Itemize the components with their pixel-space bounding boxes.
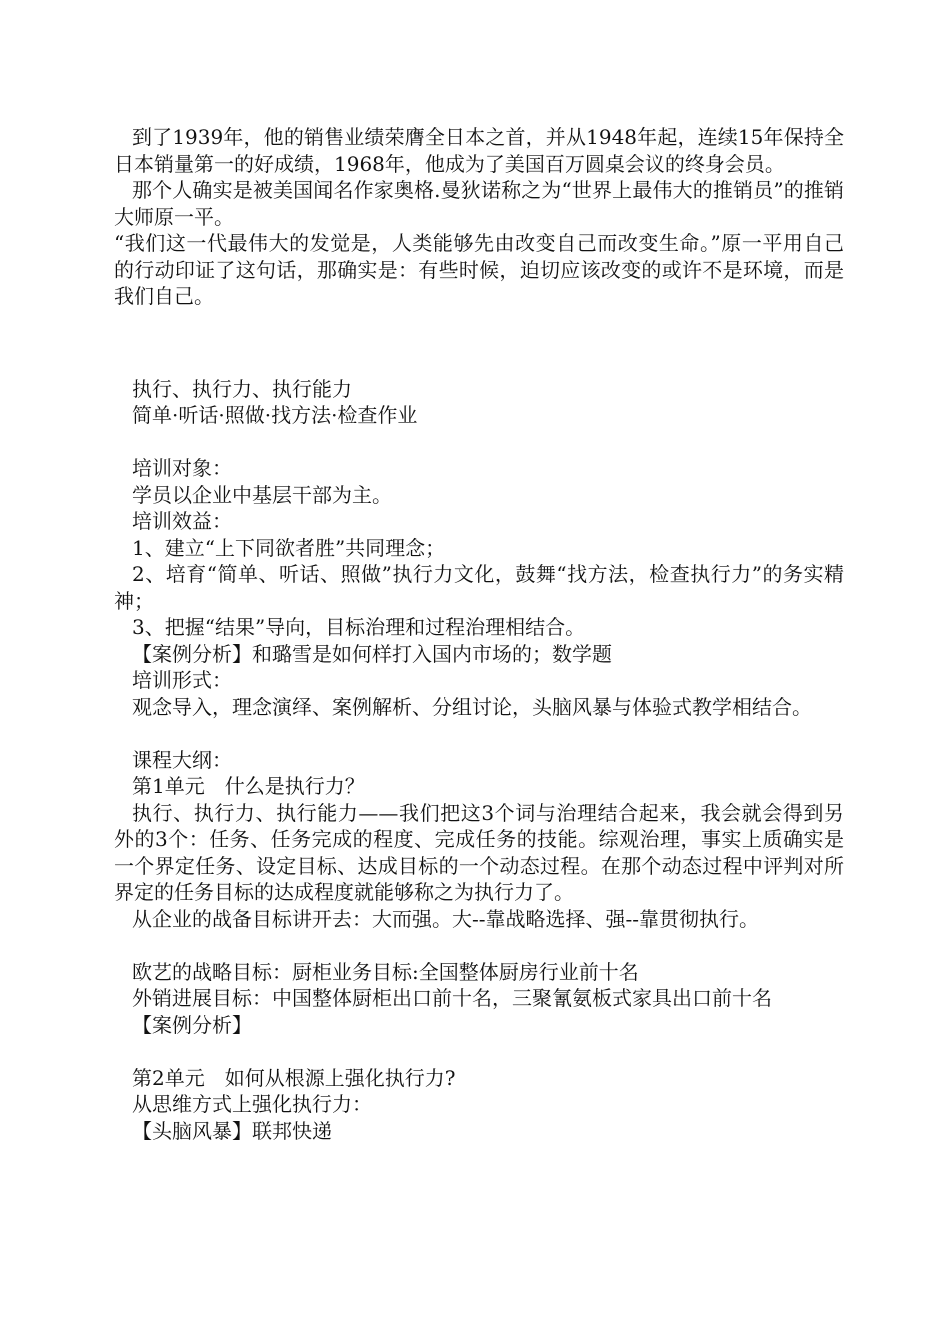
unit-2-title: 第2单元 如何从根源上强化执行力?: [132, 1065, 456, 1090]
document-body: [114, 124, 844, 1144]
case-analysis-2: 【案例分析】: [132, 1012, 252, 1037]
training-target-text: 学员以企业中基层干部为主。: [132, 482, 392, 507]
company-strategy-goal: 欧艺的战略目标：厨柜业务目标:全国整体厨房行业前十名: [132, 959, 639, 984]
training-form-heading: 培训形式：: [132, 668, 232, 692]
brainstorm-fedex: 【头脑风暴】联邦快递: [132, 1118, 332, 1143]
paragraph-quote: “我们这一代最伟大的发觉是，人类能够先由改变自己而改变生命。”原一平用自己的行动印证了这句话，那确实是：有些时候，迫切应该改变的或许不是环境，而是我们自己。: [114, 231, 844, 308]
course-subtitle: 简单·听话·照做·找方法·检查作业: [132, 403, 418, 427]
benefit-item-1: 1、建立“上下同欲者胜”共同理念；: [132, 535, 446, 560]
strategy-goal-text: 从企业的战备目标讲开去：大而强。大--靠战略选择、强--靠贯彻执行。: [132, 906, 760, 931]
training-form-text: 观念导入，理念演绎、案例解析、分组讨论，头脑风暴与体验式教学相结合。: [132, 694, 812, 719]
export-goal: 外销进展目标：中国整体厨柜出口前十名，三聚氰氨板式家具出口前十名: [132, 986, 772, 1010]
spacer: [114, 429, 844, 456]
benefit-item-3: 3、把握“结果”导向，目标治理和过程治理相结合。: [132, 615, 586, 639]
spacer: [114, 932, 844, 959]
training-benefit-heading: 培训效益：: [132, 509, 232, 533]
paragraph-sales-record: 到了1939年，他的销售业绩荣膺全日本之首，并从1948年起，连续15年保持全日本销量第一的好成绩，1968年，他成为了美国百万圆桌会议的终身会员。: [114, 125, 844, 176]
course-outline-heading: 课程大纲：: [132, 747, 232, 772]
spacer: [114, 720, 844, 747]
case-analysis-1: 【案例分析】和璐雪是如何样打入国内市场的；数学题: [132, 641, 612, 666]
unit-1-title: 第1单元 什么是执行力？: [132, 774, 365, 798]
spacer: [114, 310, 844, 376]
paragraph-greatest-salesman: 那个人确实是被美国闻名作家奥格.曼狄诺称之为“世界上最伟大的推销员”的推销大师原一平。: [114, 178, 844, 229]
spacer: [114, 1038, 844, 1065]
unit-1-text: 执行、执行力、执行能力——我们把这3个词与治理结合起来，我会就会得到另外的3个：任务、任务完成的程度、完成任务的技能。综观治理，事实上质确实是一个界定任务、设定目标、达成目标的一个动态过程。在那个动态过程中评判对所界定的任务目标的达成程度就能够称之为执行力了。: [114, 800, 844, 904]
training-target-heading: 培训对象：: [132, 456, 232, 480]
benefit-item-2: 2、培育“简单、听话、照做”执行力文化，鼓舞“找方法，检查执行力”的务实精神；: [114, 562, 844, 613]
thinking-method-text: 从思维方式上强化执行力：: [132, 1092, 372, 1116]
course-title: 执行、执行力、执行能力: [132, 376, 352, 401]
